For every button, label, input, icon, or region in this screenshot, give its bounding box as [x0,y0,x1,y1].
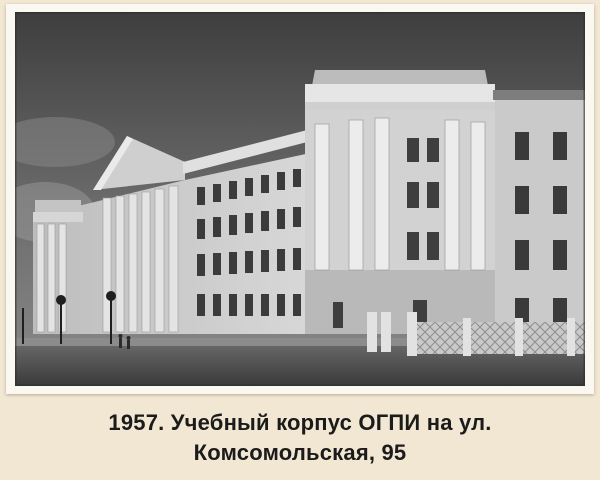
caption-line-1: 1957. Учебный корпус ОГПИ на ул. [108,410,492,435]
caption-line-2: Комсомольская, 95 [193,440,407,465]
photo-frame [6,4,594,394]
historical-photo [15,12,585,386]
photo-caption [0,408,600,468]
building-photo-illustration [15,12,585,386]
